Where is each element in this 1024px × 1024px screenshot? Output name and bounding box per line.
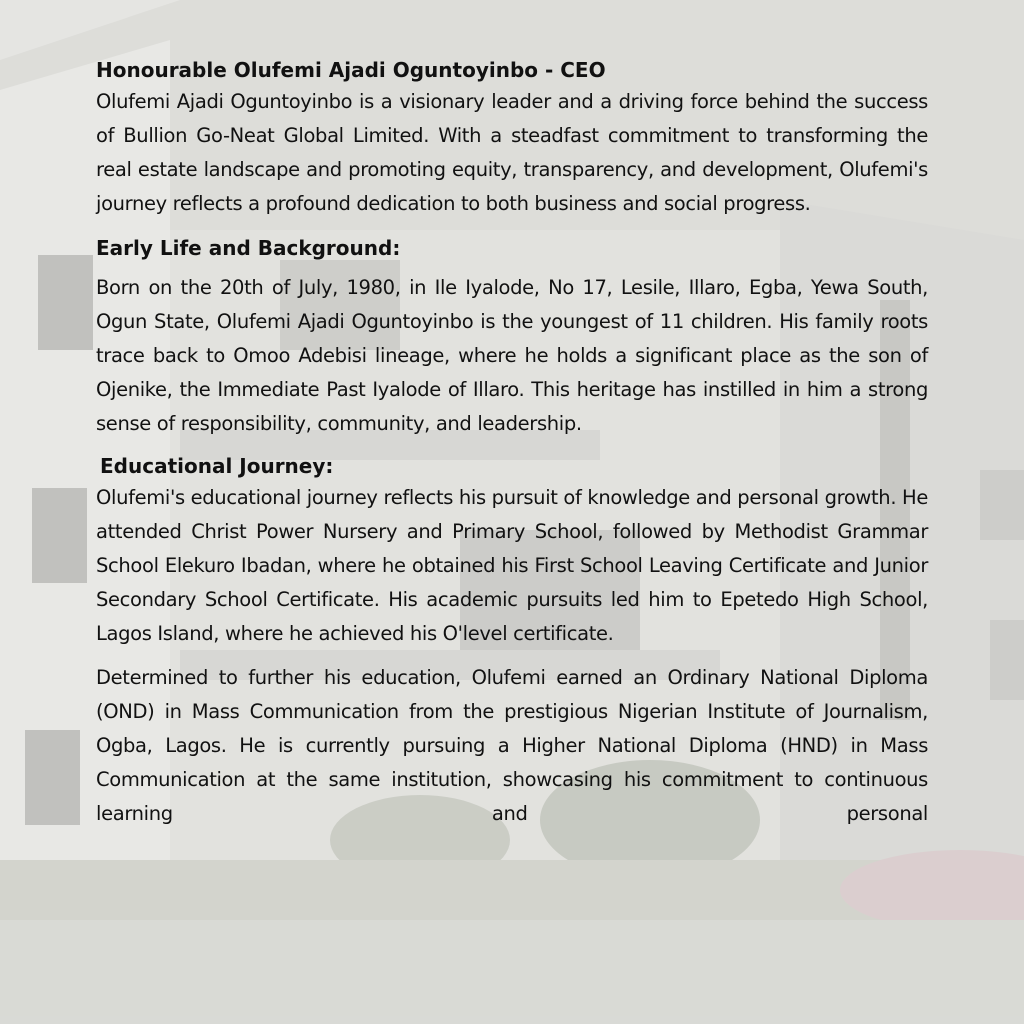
page-title: Honourable Olufemi Ajadi Oguntoyinbo - CEO [96, 58, 606, 82]
document-body [96, 55, 928, 831]
early-life-paragraph: Born on the 20th of July, 1980, in Ile Iyalode, No 17, Lesile, Illaro, Egba, Yewa South, Ogun State, Olufemi Ajadi Oguntoyinbo is the youngest of 11 children. His family roots trace back to Omoo Adebisi lineage, where he holds a significant place as the son of Ojenike, the Immediate Past Iyalode of Illaro. This heritage has instilled in him a strong sense of responsibility, community, and leadership. [96, 276, 928, 435]
early-life-heading: Early Life and Background: [96, 236, 401, 260]
intro-paragraph: Olufemi Ajadi Oguntoyinbo is a visionary leader and a driving force behind the success of Bullion Go-Neat Global Limited. With a steadfast commitment to transforming the real estate landscape and promoting equity, transparency, and development, Olufemi's journey reflects a profound dedication to both business and social progress. [96, 90, 928, 215]
education-paragraph-1: Olufemi's educational journey reflects his pursuit of knowledge and personal growth. He attended Christ Power Nursery and Primary School, followed by Methodist Grammar School Elekuro Ibadan, where he obtained his First School Leaving Certificate and Junior Secondary School Certificate. His academic pursuits led him to Epetedo High School, Lagos Island, where he achieved his O'level certificate. [96, 486, 928, 645]
education-heading: Educational Journey: [100, 454, 334, 478]
education-paragraph-2: Determined to further his education, Olufemi earned an Ordinary National Diploma (OND) in Mass Communication from the prestigious Nigerian Institute of Journalism, Ogba, Lagos. He is currently pursuing a Higher National Diploma (HND) in Mass Communication at the same institution, showcasing his commitment to continuous learning and personal [96, 666, 928, 825]
